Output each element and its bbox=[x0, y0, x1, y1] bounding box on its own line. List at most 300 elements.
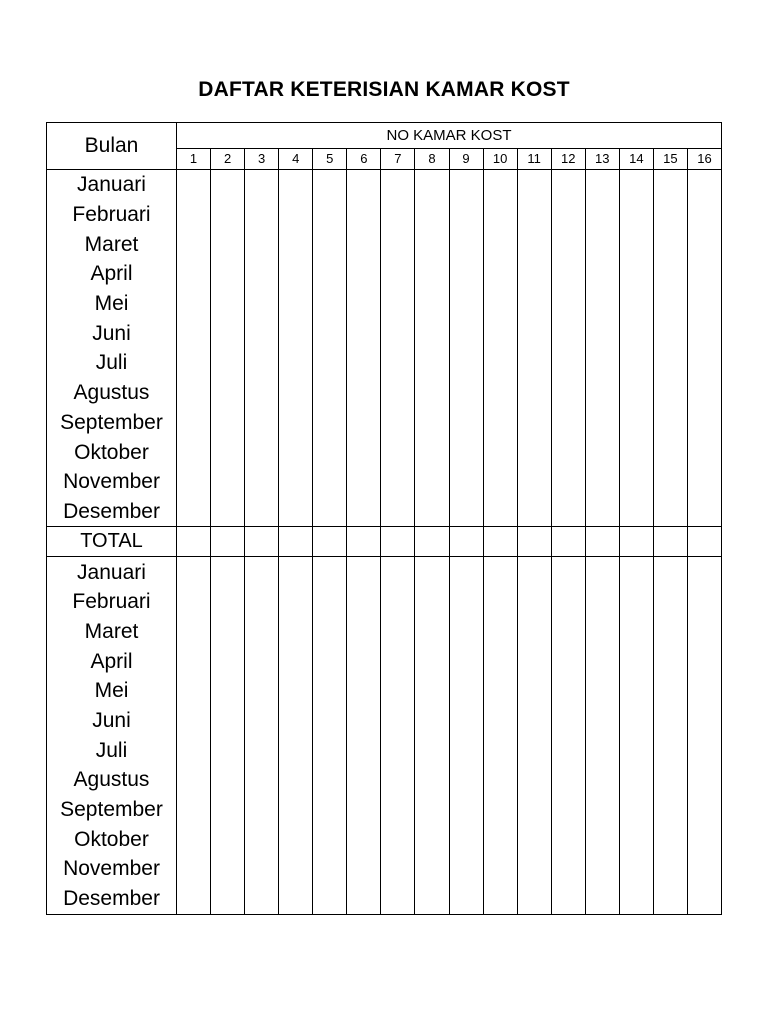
occupancy-cell[interactable] bbox=[211, 587, 245, 617]
occupancy-cell[interactable] bbox=[313, 318, 347, 348]
occupancy-cell[interactable] bbox=[347, 765, 381, 795]
occupancy-cell[interactable] bbox=[653, 408, 687, 438]
occupancy-cell[interactable] bbox=[449, 706, 483, 736]
occupancy-cell[interactable] bbox=[585, 318, 619, 348]
occupancy-cell[interactable] bbox=[347, 467, 381, 497]
occupancy-cell[interactable] bbox=[381, 884, 415, 914]
occupancy-cell[interactable] bbox=[279, 229, 313, 259]
total-cell[interactable] bbox=[449, 527, 483, 557]
occupancy-cell[interactable] bbox=[211, 646, 245, 676]
occupancy-cell[interactable] bbox=[211, 170, 245, 200]
occupancy-cell[interactable] bbox=[347, 795, 381, 825]
occupancy-cell[interactable] bbox=[279, 884, 313, 914]
occupancy-cell[interactable] bbox=[381, 617, 415, 647]
occupancy-cell[interactable] bbox=[449, 587, 483, 617]
occupancy-cell[interactable] bbox=[177, 497, 211, 527]
occupancy-cell[interactable] bbox=[177, 795, 211, 825]
occupancy-cell[interactable] bbox=[415, 854, 449, 884]
occupancy-cell[interactable] bbox=[415, 557, 449, 587]
occupancy-cell[interactable] bbox=[449, 378, 483, 408]
occupancy-cell[interactable] bbox=[347, 824, 381, 854]
occupancy-cell[interactable] bbox=[551, 765, 585, 795]
occupancy-cell[interactable] bbox=[483, 557, 517, 587]
occupancy-cell[interactable] bbox=[279, 200, 313, 230]
occupancy-cell[interactable] bbox=[551, 348, 585, 378]
occupancy-cell[interactable] bbox=[687, 408, 721, 438]
occupancy-cell[interactable] bbox=[449, 646, 483, 676]
occupancy-cell[interactable] bbox=[585, 408, 619, 438]
total-cell[interactable] bbox=[313, 527, 347, 557]
occupancy-cell[interactable] bbox=[551, 467, 585, 497]
occupancy-cell[interactable] bbox=[415, 318, 449, 348]
occupancy-cell[interactable] bbox=[687, 706, 721, 736]
occupancy-cell[interactable] bbox=[585, 289, 619, 319]
occupancy-cell[interactable] bbox=[449, 557, 483, 587]
occupancy-cell[interactable] bbox=[653, 587, 687, 617]
occupancy-cell[interactable] bbox=[449, 348, 483, 378]
occupancy-cell[interactable] bbox=[177, 676, 211, 706]
occupancy-cell[interactable] bbox=[347, 617, 381, 647]
occupancy-cell[interactable] bbox=[517, 348, 551, 378]
occupancy-cell[interactable] bbox=[313, 854, 347, 884]
occupancy-cell[interactable] bbox=[585, 497, 619, 527]
occupancy-cell[interactable] bbox=[585, 676, 619, 706]
occupancy-cell[interactable] bbox=[211, 765, 245, 795]
occupancy-cell[interactable] bbox=[347, 497, 381, 527]
occupancy-cell[interactable] bbox=[211, 884, 245, 914]
occupancy-cell[interactable] bbox=[653, 676, 687, 706]
occupancy-cell[interactable] bbox=[585, 735, 619, 765]
occupancy-cell[interactable] bbox=[551, 617, 585, 647]
occupancy-cell[interactable] bbox=[449, 884, 483, 914]
occupancy-cell[interactable] bbox=[449, 170, 483, 200]
occupancy-cell[interactable] bbox=[687, 617, 721, 647]
occupancy-cell[interactable] bbox=[517, 884, 551, 914]
occupancy-cell[interactable] bbox=[585, 170, 619, 200]
occupancy-cell[interactable] bbox=[211, 348, 245, 378]
occupancy-cell[interactable] bbox=[551, 735, 585, 765]
occupancy-cell[interactable] bbox=[177, 437, 211, 467]
total-cell[interactable] bbox=[245, 527, 279, 557]
occupancy-cell[interactable] bbox=[415, 884, 449, 914]
occupancy-cell[interactable] bbox=[585, 378, 619, 408]
occupancy-cell[interactable] bbox=[381, 378, 415, 408]
occupancy-cell[interactable] bbox=[653, 378, 687, 408]
occupancy-cell[interactable] bbox=[585, 467, 619, 497]
occupancy-cell[interactable] bbox=[381, 854, 415, 884]
occupancy-cell[interactable] bbox=[347, 884, 381, 914]
total-cell[interactable] bbox=[177, 527, 211, 557]
occupancy-cell[interactable] bbox=[381, 200, 415, 230]
occupancy-cell[interactable] bbox=[279, 259, 313, 289]
occupancy-cell[interactable] bbox=[347, 229, 381, 259]
occupancy-cell[interactable] bbox=[381, 676, 415, 706]
occupancy-cell[interactable] bbox=[551, 557, 585, 587]
occupancy-cell[interactable] bbox=[653, 646, 687, 676]
occupancy-cell[interactable] bbox=[415, 617, 449, 647]
occupancy-cell[interactable] bbox=[177, 617, 211, 647]
occupancy-cell[interactable] bbox=[381, 289, 415, 319]
occupancy-cell[interactable] bbox=[177, 884, 211, 914]
occupancy-cell[interactable] bbox=[313, 557, 347, 587]
occupancy-cell[interactable] bbox=[517, 318, 551, 348]
occupancy-cell[interactable] bbox=[483, 706, 517, 736]
occupancy-cell[interactable] bbox=[245, 824, 279, 854]
occupancy-cell[interactable] bbox=[177, 557, 211, 587]
occupancy-cell[interactable] bbox=[517, 646, 551, 676]
occupancy-cell[interactable] bbox=[313, 437, 347, 467]
occupancy-cell[interactable] bbox=[483, 497, 517, 527]
occupancy-cell[interactable] bbox=[211, 854, 245, 884]
occupancy-cell[interactable] bbox=[279, 765, 313, 795]
total-cell[interactable] bbox=[619, 527, 653, 557]
occupancy-cell[interactable] bbox=[517, 229, 551, 259]
occupancy-cell[interactable] bbox=[585, 617, 619, 647]
occupancy-cell[interactable] bbox=[619, 200, 653, 230]
occupancy-cell[interactable] bbox=[653, 437, 687, 467]
occupancy-cell[interactable] bbox=[653, 200, 687, 230]
occupancy-cell[interactable] bbox=[653, 765, 687, 795]
occupancy-cell[interactable] bbox=[551, 259, 585, 289]
occupancy-cell[interactable] bbox=[279, 676, 313, 706]
occupancy-cell[interactable] bbox=[653, 854, 687, 884]
occupancy-cell[interactable] bbox=[653, 229, 687, 259]
occupancy-cell[interactable] bbox=[449, 437, 483, 467]
occupancy-cell[interactable] bbox=[245, 765, 279, 795]
occupancy-cell[interactable] bbox=[619, 170, 653, 200]
occupancy-cell[interactable] bbox=[517, 854, 551, 884]
occupancy-cell[interactable] bbox=[619, 676, 653, 706]
occupancy-cell[interactable] bbox=[245, 617, 279, 647]
occupancy-cell[interactable] bbox=[347, 348, 381, 378]
total-cell[interactable] bbox=[381, 527, 415, 557]
occupancy-cell[interactable] bbox=[245, 676, 279, 706]
occupancy-cell[interactable] bbox=[313, 200, 347, 230]
occupancy-cell[interactable] bbox=[245, 854, 279, 884]
occupancy-cell[interactable] bbox=[177, 587, 211, 617]
occupancy-cell[interactable] bbox=[619, 587, 653, 617]
occupancy-cell[interactable] bbox=[585, 587, 619, 617]
occupancy-cell[interactable] bbox=[381, 348, 415, 378]
occupancy-cell[interactable] bbox=[551, 706, 585, 736]
occupancy-cell[interactable] bbox=[415, 170, 449, 200]
occupancy-cell[interactable] bbox=[245, 378, 279, 408]
occupancy-cell[interactable] bbox=[313, 289, 347, 319]
occupancy-cell[interactable] bbox=[381, 765, 415, 795]
occupancy-cell[interactable] bbox=[585, 348, 619, 378]
occupancy-cell[interactable] bbox=[381, 497, 415, 527]
occupancy-cell[interactable] bbox=[551, 884, 585, 914]
occupancy-cell[interactable] bbox=[313, 378, 347, 408]
occupancy-cell[interactable] bbox=[687, 289, 721, 319]
occupancy-cell[interactable] bbox=[449, 497, 483, 527]
occupancy-cell[interactable] bbox=[687, 646, 721, 676]
occupancy-cell[interactable] bbox=[211, 378, 245, 408]
occupancy-cell[interactable] bbox=[313, 646, 347, 676]
occupancy-cell[interactable] bbox=[483, 408, 517, 438]
occupancy-cell[interactable] bbox=[347, 408, 381, 438]
occupancy-cell[interactable] bbox=[245, 170, 279, 200]
occupancy-cell[interactable] bbox=[279, 437, 313, 467]
occupancy-cell[interactable] bbox=[551, 408, 585, 438]
occupancy-cell[interactable] bbox=[415, 497, 449, 527]
occupancy-cell[interactable] bbox=[483, 795, 517, 825]
occupancy-cell[interactable] bbox=[415, 467, 449, 497]
occupancy-cell[interactable] bbox=[551, 854, 585, 884]
occupancy-cell[interactable] bbox=[619, 259, 653, 289]
occupancy-cell[interactable] bbox=[449, 795, 483, 825]
occupancy-cell[interactable] bbox=[653, 557, 687, 587]
occupancy-cell[interactable] bbox=[483, 318, 517, 348]
occupancy-cell[interactable] bbox=[517, 765, 551, 795]
occupancy-cell[interactable] bbox=[313, 824, 347, 854]
occupancy-cell[interactable] bbox=[619, 318, 653, 348]
occupancy-cell[interactable] bbox=[347, 437, 381, 467]
occupancy-cell[interactable] bbox=[687, 587, 721, 617]
occupancy-cell[interactable] bbox=[653, 497, 687, 527]
occupancy-cell[interactable] bbox=[245, 884, 279, 914]
occupancy-cell[interactable] bbox=[653, 259, 687, 289]
occupancy-cell[interactable] bbox=[381, 467, 415, 497]
occupancy-cell[interactable] bbox=[245, 587, 279, 617]
occupancy-cell[interactable] bbox=[313, 676, 347, 706]
occupancy-cell[interactable] bbox=[449, 200, 483, 230]
occupancy-cell[interactable] bbox=[687, 824, 721, 854]
occupancy-cell[interactable] bbox=[279, 467, 313, 497]
occupancy-cell[interactable] bbox=[245, 497, 279, 527]
occupancy-cell[interactable] bbox=[177, 467, 211, 497]
occupancy-cell[interactable] bbox=[279, 378, 313, 408]
occupancy-cell[interactable] bbox=[619, 289, 653, 319]
occupancy-cell[interactable] bbox=[585, 824, 619, 854]
occupancy-cell[interactable] bbox=[687, 497, 721, 527]
occupancy-cell[interactable] bbox=[279, 289, 313, 319]
occupancy-cell[interactable] bbox=[177, 706, 211, 736]
occupancy-cell[interactable] bbox=[653, 289, 687, 319]
occupancy-cell[interactable] bbox=[551, 200, 585, 230]
occupancy-cell[interactable] bbox=[585, 884, 619, 914]
occupancy-cell[interactable] bbox=[653, 795, 687, 825]
occupancy-cell[interactable] bbox=[415, 765, 449, 795]
occupancy-cell[interactable] bbox=[177, 200, 211, 230]
occupancy-cell[interactable] bbox=[415, 824, 449, 854]
occupancy-cell[interactable] bbox=[347, 706, 381, 736]
occupancy-cell[interactable] bbox=[517, 437, 551, 467]
occupancy-cell[interactable] bbox=[245, 259, 279, 289]
occupancy-cell[interactable] bbox=[415, 200, 449, 230]
occupancy-cell[interactable] bbox=[245, 348, 279, 378]
occupancy-cell[interactable] bbox=[211, 676, 245, 706]
occupancy-cell[interactable] bbox=[313, 795, 347, 825]
occupancy-cell[interactable] bbox=[687, 437, 721, 467]
occupancy-cell[interactable] bbox=[619, 437, 653, 467]
occupancy-cell[interactable] bbox=[449, 229, 483, 259]
occupancy-cell[interactable] bbox=[381, 795, 415, 825]
total-cell[interactable] bbox=[551, 527, 585, 557]
occupancy-cell[interactable] bbox=[177, 259, 211, 289]
occupancy-cell[interactable] bbox=[653, 706, 687, 736]
occupancy-cell[interactable] bbox=[279, 617, 313, 647]
total-cell[interactable] bbox=[279, 527, 313, 557]
occupancy-cell[interactable] bbox=[347, 378, 381, 408]
occupancy-cell[interactable] bbox=[653, 735, 687, 765]
occupancy-cell[interactable] bbox=[483, 646, 517, 676]
occupancy-cell[interactable] bbox=[687, 854, 721, 884]
total-cell[interactable] bbox=[415, 527, 449, 557]
occupancy-cell[interactable] bbox=[313, 467, 347, 497]
occupancy-cell[interactable] bbox=[245, 229, 279, 259]
occupancy-cell[interactable] bbox=[517, 378, 551, 408]
occupancy-cell[interactable] bbox=[313, 884, 347, 914]
occupancy-cell[interactable] bbox=[347, 170, 381, 200]
occupancy-cell[interactable] bbox=[483, 229, 517, 259]
occupancy-cell[interactable] bbox=[347, 259, 381, 289]
occupancy-cell[interactable] bbox=[211, 408, 245, 438]
occupancy-cell[interactable] bbox=[347, 676, 381, 706]
occupancy-cell[interactable] bbox=[449, 467, 483, 497]
occupancy-cell[interactable] bbox=[347, 735, 381, 765]
occupancy-cell[interactable] bbox=[585, 854, 619, 884]
occupancy-cell[interactable] bbox=[449, 617, 483, 647]
occupancy-cell[interactable] bbox=[619, 229, 653, 259]
occupancy-cell[interactable] bbox=[177, 854, 211, 884]
occupancy-cell[interactable] bbox=[687, 229, 721, 259]
total-cell[interactable] bbox=[653, 527, 687, 557]
occupancy-cell[interactable] bbox=[483, 467, 517, 497]
occupancy-cell[interactable] bbox=[211, 557, 245, 587]
occupancy-cell[interactable] bbox=[483, 765, 517, 795]
occupancy-cell[interactable] bbox=[381, 170, 415, 200]
occupancy-cell[interactable] bbox=[483, 676, 517, 706]
occupancy-cell[interactable] bbox=[483, 617, 517, 647]
occupancy-cell[interactable] bbox=[381, 706, 415, 736]
occupancy-cell[interactable] bbox=[687, 200, 721, 230]
occupancy-cell[interactable] bbox=[619, 646, 653, 676]
occupancy-cell[interactable] bbox=[177, 289, 211, 319]
occupancy-cell[interactable] bbox=[211, 497, 245, 527]
occupancy-cell[interactable] bbox=[415, 437, 449, 467]
occupancy-cell[interactable] bbox=[687, 259, 721, 289]
occupancy-cell[interactable] bbox=[245, 735, 279, 765]
occupancy-cell[interactable] bbox=[551, 587, 585, 617]
occupancy-cell[interactable] bbox=[483, 259, 517, 289]
occupancy-cell[interactable] bbox=[245, 706, 279, 736]
occupancy-cell[interactable] bbox=[279, 824, 313, 854]
occupancy-cell[interactable] bbox=[313, 259, 347, 289]
occupancy-cell[interactable] bbox=[415, 289, 449, 319]
occupancy-cell[interactable] bbox=[381, 824, 415, 854]
occupancy-cell[interactable] bbox=[551, 824, 585, 854]
occupancy-cell[interactable] bbox=[585, 259, 619, 289]
occupancy-cell[interactable] bbox=[449, 289, 483, 319]
occupancy-cell[interactable] bbox=[687, 348, 721, 378]
occupancy-cell[interactable] bbox=[211, 467, 245, 497]
occupancy-cell[interactable] bbox=[177, 318, 211, 348]
occupancy-cell[interactable] bbox=[619, 735, 653, 765]
occupancy-cell[interactable] bbox=[381, 557, 415, 587]
occupancy-cell[interactable] bbox=[653, 318, 687, 348]
occupancy-cell[interactable] bbox=[653, 348, 687, 378]
total-cell[interactable] bbox=[585, 527, 619, 557]
occupancy-cell[interactable] bbox=[619, 348, 653, 378]
occupancy-cell[interactable] bbox=[245, 289, 279, 319]
occupancy-cell[interactable] bbox=[517, 467, 551, 497]
occupancy-cell[interactable] bbox=[517, 735, 551, 765]
occupancy-cell[interactable] bbox=[279, 348, 313, 378]
occupancy-cell[interactable] bbox=[177, 348, 211, 378]
occupancy-cell[interactable] bbox=[483, 735, 517, 765]
occupancy-cell[interactable] bbox=[653, 884, 687, 914]
occupancy-cell[interactable] bbox=[313, 348, 347, 378]
occupancy-cell[interactable] bbox=[279, 587, 313, 617]
occupancy-cell[interactable] bbox=[415, 706, 449, 736]
occupancy-cell[interactable] bbox=[483, 854, 517, 884]
occupancy-cell[interactable] bbox=[381, 229, 415, 259]
occupancy-cell[interactable] bbox=[347, 318, 381, 348]
occupancy-cell[interactable] bbox=[551, 378, 585, 408]
occupancy-cell[interactable] bbox=[585, 795, 619, 825]
occupancy-cell[interactable] bbox=[449, 259, 483, 289]
occupancy-cell[interactable] bbox=[211, 617, 245, 647]
occupancy-cell[interactable] bbox=[313, 765, 347, 795]
occupancy-cell[interactable] bbox=[279, 735, 313, 765]
occupancy-cell[interactable] bbox=[347, 557, 381, 587]
occupancy-cell[interactable] bbox=[551, 497, 585, 527]
occupancy-cell[interactable] bbox=[551, 318, 585, 348]
occupancy-cell[interactable] bbox=[347, 289, 381, 319]
occupancy-cell[interactable] bbox=[483, 170, 517, 200]
occupancy-cell[interactable] bbox=[517, 706, 551, 736]
occupancy-cell[interactable] bbox=[177, 378, 211, 408]
occupancy-cell[interactable] bbox=[415, 676, 449, 706]
occupancy-cell[interactable] bbox=[619, 884, 653, 914]
occupancy-cell[interactable] bbox=[177, 765, 211, 795]
occupancy-cell[interactable] bbox=[619, 557, 653, 587]
occupancy-cell[interactable] bbox=[585, 229, 619, 259]
occupancy-cell[interactable] bbox=[177, 229, 211, 259]
occupancy-cell[interactable] bbox=[517, 617, 551, 647]
occupancy-cell[interactable] bbox=[211, 200, 245, 230]
occupancy-cell[interactable] bbox=[551, 229, 585, 259]
occupancy-cell[interactable] bbox=[177, 646, 211, 676]
occupancy-cell[interactable] bbox=[517, 557, 551, 587]
occupancy-cell[interactable] bbox=[347, 587, 381, 617]
occupancy-cell[interactable] bbox=[585, 200, 619, 230]
occupancy-cell[interactable] bbox=[585, 557, 619, 587]
occupancy-cell[interactable] bbox=[279, 795, 313, 825]
occupancy-cell[interactable] bbox=[415, 259, 449, 289]
occupancy-cell[interactable] bbox=[279, 318, 313, 348]
occupancy-cell[interactable] bbox=[279, 557, 313, 587]
occupancy-cell[interactable] bbox=[687, 765, 721, 795]
occupancy-cell[interactable] bbox=[653, 824, 687, 854]
occupancy-cell[interactable] bbox=[687, 795, 721, 825]
occupancy-cell[interactable] bbox=[449, 735, 483, 765]
occupancy-cell[interactable] bbox=[653, 617, 687, 647]
occupancy-cell[interactable] bbox=[517, 824, 551, 854]
occupancy-cell[interactable] bbox=[619, 795, 653, 825]
occupancy-cell[interactable] bbox=[483, 587, 517, 617]
occupancy-cell[interactable] bbox=[687, 557, 721, 587]
occupancy-cell[interactable] bbox=[551, 676, 585, 706]
occupancy-cell[interactable] bbox=[517, 259, 551, 289]
occupancy-cell[interactable] bbox=[313, 617, 347, 647]
occupancy-cell[interactable] bbox=[381, 437, 415, 467]
occupancy-cell[interactable] bbox=[245, 646, 279, 676]
occupancy-cell[interactable] bbox=[279, 854, 313, 884]
occupancy-cell[interactable] bbox=[313, 497, 347, 527]
occupancy-cell[interactable] bbox=[313, 229, 347, 259]
